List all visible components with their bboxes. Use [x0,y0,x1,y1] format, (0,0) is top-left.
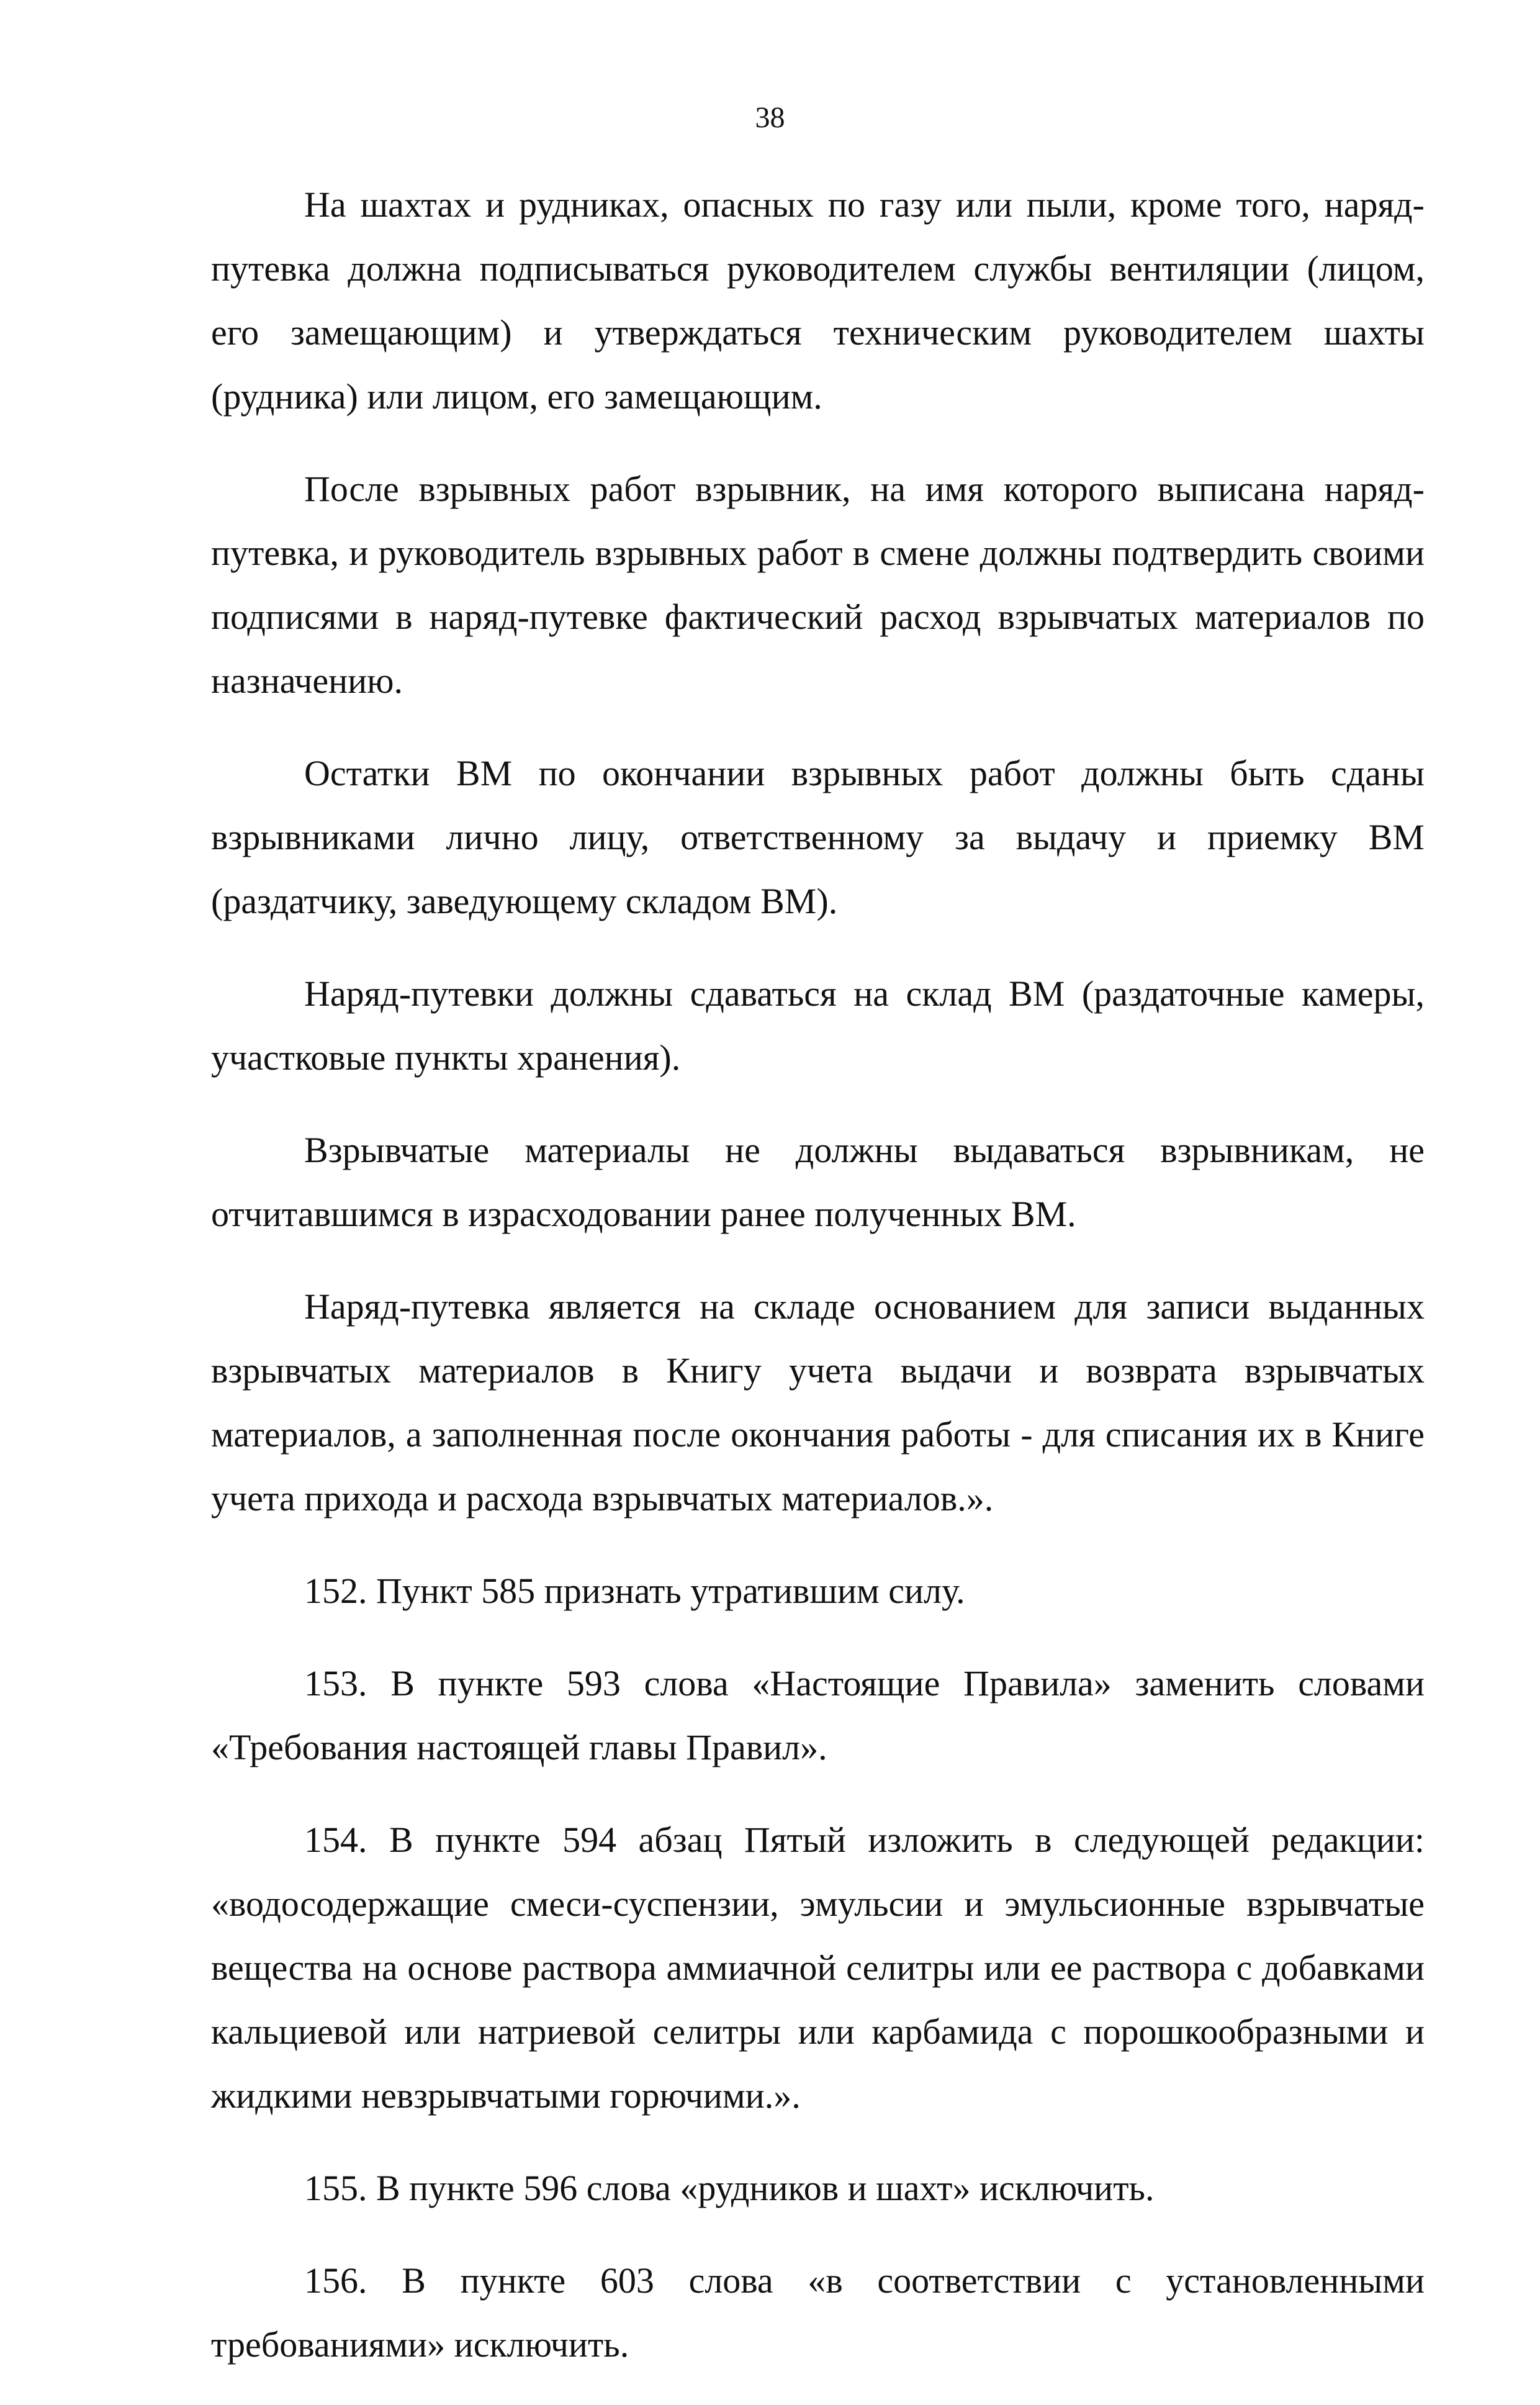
item-155: 155. В пункте 596 слова «рудников и шахт» исключить. [304,2168,1155,2208]
paragraph-5: Взрывчатые материалы не должны выдаваться взрывникам, не отчитавшимся в израсходовании ранее полученных ВМ. [211,1130,1425,1234]
document-body [211,173,1425,2405]
paragraph-1: На шахтах и рудниках, опасных по газу или пыли, кроме того, наряд-путевка должна подписываться руководителем службы вентиляции (лицом, его замещающим) и утверждаться техническим руководителем шахты (рудника) или лицом, его замещающим. [211,184,1425,417]
paragraph-4: Наряд-путевки должны сдаваться на склад ВМ (раздаточные камеры, участковые пункты хранения). [211,973,1425,1078]
paragraph-3: Остатки ВМ по окончании взрывных работ должны быть сданы взрывниками лично лицу, ответственному за выдачу и приемку ВМ (раздатчику, заведующему складом ВМ). [211,753,1425,921]
item-154: 154. В пункте 594 абзац Пятый изложить в следующей редакции: «водосодержащие смеси-суспензии, эмульсии и эмульсионные взрывчатые вещества на основе раствора аммиачной селитры или ее раствора с добавками кальциевой или натриевой селитры или карбамида с порошкообразными и жидкими невзрывчатыми горючими.». [211,1820,1425,2116]
item-152: 152. Пункт 585 признать утратившим силу. [304,1571,965,1611]
page-number: 38 [755,101,785,134]
item-156: 156. В пункте 603 слова «в соответствии с установленными требованиями» исключить. [211,2260,1425,2365]
item-153: 153. В пункте 593 слова «Настоящие Правила» заменить словами «Требования настоящей главы Правил». [211,1663,1425,1767]
paragraph-2: После взрывных работ взрывник, на имя которого выписана наряд-путевка, и руководитель взрывных работ в смене должны подтвердить своими подписями в наряд-путевке фактический расход взрывчатых материалов по назначению. [211,469,1425,701]
paragraph-6: Наряд-путевка является на складе основанием для записи выданных взрывчатых материалов в Книгу учета выдачи и возврата взрывчатых материалов, а заполненная после окончания работы - для списания их в Книге учета прихода и расхода взрывчатых материалов.». [211,1286,1425,1518]
